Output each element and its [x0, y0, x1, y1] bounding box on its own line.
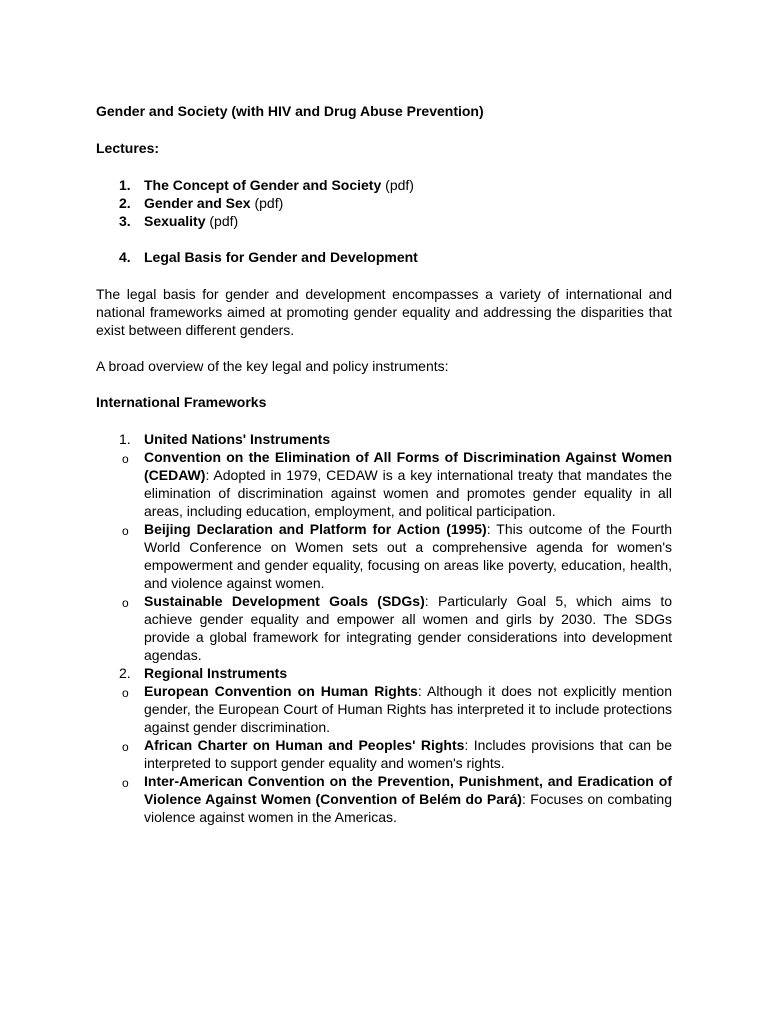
framework-item-un	[96, 430, 672, 448]
bullet-marker: o	[122, 686, 129, 700]
sub-item-text: : This outcome of the Fourth World Conference on Women sets out a comprehensive agenda for women's empowerment and gender equality, focusing on areas like poverty, education, health, and violence against women.	[144, 521, 672, 591]
overview-line: A broad overview of the key legal and policy instruments:	[96, 358, 449, 374]
sub-item-african-charter	[48, 736, 672, 772]
lecture-item-1	[96, 176, 672, 194]
framework-label: Regional Instruments	[144, 665, 288, 681]
sub-item-text: : Adopted in 1979, CEDAW is a key international treaty that mandates the elimination of discrimination against women and promotes gender equality in all areas, including education, employment, and political participation.	[144, 467, 672, 519]
framework-label: United Nations' Instruments	[144, 431, 331, 447]
lecture-title: Legal Basis for Gender and Development	[144, 249, 418, 265]
lecture-suffix: (pdf)	[205, 213, 239, 229]
framework-item-regional	[96, 664, 672, 682]
lecture-item-2	[96, 194, 672, 212]
document-page	[96, 102, 672, 826]
sub-item-text: : Particularly Goal 5, which aims to achieve gender equality and empower all women and girls by 2030. The SDGs provide a global framework for integrating gender considerations into development agendas.	[144, 593, 672, 663]
lecture-number: 2.	[119, 195, 131, 211]
framework-number: 2.	[119, 665, 131, 681]
bullet-marker: o	[122, 740, 129, 754]
lecture-suffix: (pdf)	[381, 177, 414, 193]
document-title: Gender and Society (with HIV and Drug Abuse Prevention)	[96, 103, 484, 119]
lecture-item-3	[96, 212, 672, 230]
sub-item-term: European Convention on Human Rights	[144, 683, 418, 699]
sub-item-belem-do-para	[48, 772, 672, 826]
sub-item-beijing	[48, 520, 672, 592]
lecture-suffix: (pdf)	[250, 195, 284, 211]
lecture-number: 1.	[119, 177, 131, 193]
sub-item-term: Beijing Declaration and Platform for Action (1995)	[144, 521, 487, 537]
lecture-title: Gender and Sex	[144, 195, 251, 211]
intro-paragraph: The legal basis for gender and development encompasses a variety of international and national frameworks aimed at promoting gender equality and addressing the disparities that exist between different genders.	[96, 286, 672, 338]
sub-item-term: African Charter on Human and Peoples' Rights	[144, 737, 465, 753]
lecture-number: 4.	[119, 249, 131, 265]
sub-item-sdgs	[48, 592, 672, 664]
sub-item-echr	[48, 682, 672, 736]
sub-item-text: : Includes provisions that can be interpreted to support gender equality and women's rights.	[144, 737, 672, 771]
lecture-title: Sexuality	[144, 213, 206, 229]
sub-item-term: Convention on the Elimination of All Forms of Discrimination Against Women (CEDAW)	[144, 449, 672, 483]
sub-item-term: Inter-American Convention on the Prevention, Punishment, and Eradication of Violence Against Women (Convention of Belém do Pará)	[144, 773, 672, 807]
sub-item-text: : Focuses on combating violence against women in the Americas.	[144, 791, 673, 825]
bullet-marker: o	[122, 524, 129, 538]
lectures-list	[96, 176, 672, 266]
sub-item-cedaw	[48, 448, 672, 520]
sub-item-text: : Although it does not explicitly mention gender, the European Court of Human Rights has interpreted it to include protections against gender discrimination.	[144, 683, 672, 735]
lecture-item-4	[96, 248, 672, 266]
lectures-heading: Lectures:	[96, 140, 160, 156]
lecture-title: The Concept of Gender and Society	[144, 177, 382, 193]
framework-number: 1.	[119, 431, 131, 447]
lecture-number: 3.	[119, 213, 131, 229]
bullet-marker: o	[122, 452, 129, 466]
sub-item-term: Sustainable Development Goals (SDGs)	[144, 593, 425, 609]
section-heading: International Frameworks	[96, 394, 267, 410]
bullet-marker: o	[122, 776, 129, 790]
bullet-marker: o	[122, 596, 129, 610]
